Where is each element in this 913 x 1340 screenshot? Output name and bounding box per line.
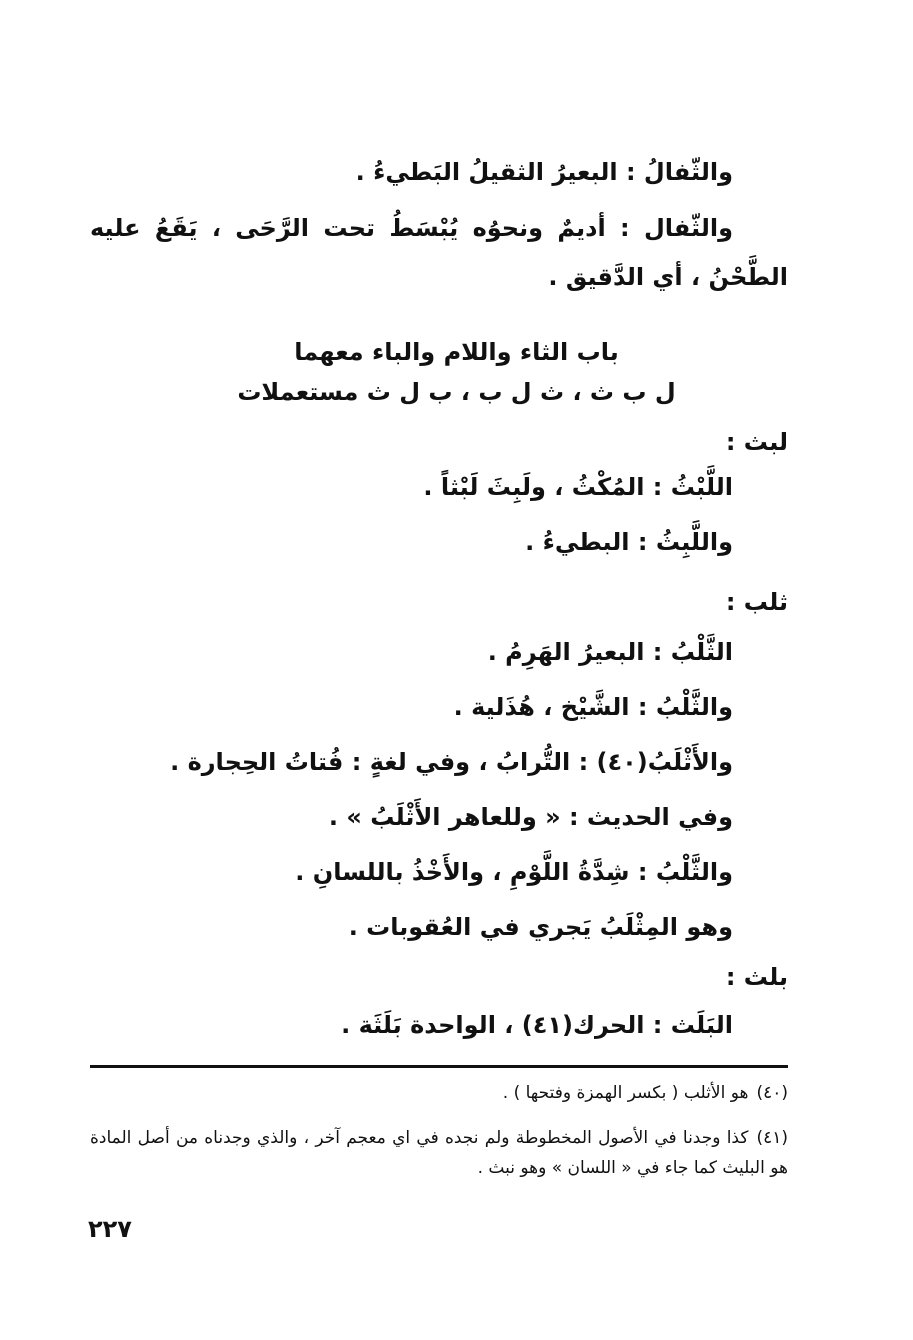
entry-line: والأَثْلَبُ(٤٠) : التُّرابُ ، وفي لغةٍ : فُتاتُ الحِجارة . — [170, 748, 733, 776]
section-title: باب الثاء واللام والباء معهما — [294, 338, 619, 366]
footnote-number: (٤٠) — [756, 1083, 788, 1103]
entry-line: والثَّلْبُ : الشَّيْخ ، هُذَلية . — [453, 693, 733, 721]
entry-line: واللَّبِثُ : البطيءُ . — [525, 528, 733, 556]
entry-line: والثَّلْبُ : شِدَّةُ اللَّوْمِ ، والأَخْذُ باللسانِ . — [295, 858, 733, 886]
section-subtitle: ل ب ث ، ث ل ب ، ب ل ث مستعملات — [237, 378, 676, 406]
footnote-number: (٤١) — [756, 1128, 788, 1148]
footnote-divider — [90, 1065, 788, 1068]
entry-head-thlb: ثلب : — [725, 588, 788, 616]
entry-head-blth: بلث : — [725, 963, 788, 991]
footnote-41 — [90, 1123, 788, 1183]
entry-line: وفي الحديث : « وللعاهر الأَثْلَبُ » . — [328, 803, 733, 831]
entry-line: الثَّلْبُ : البعيرُ الهَرِمُ . — [487, 638, 733, 666]
text-line-3: الطَّحْنُ ، أي الدَّقيق . — [548, 263, 788, 291]
text-line-2: والثّفال : أديمٌ ونحوُه يُبْسَطُ تحت الرَّحَى ، يَقَعُ عليه — [90, 214, 733, 242]
entry-line: البَلَث : الحرك(٤١) ، الواحدة بَلَثَة . — [341, 1011, 733, 1039]
page-number: ٢٢٧ — [88, 1215, 132, 1243]
footnote-40 — [90, 1078, 788, 1108]
footnote-text: هو الأثلب ( بكسر الهمزة وفتحها ) . — [502, 1083, 749, 1103]
text-line-1: والثّفالُ : البعيرُ الثقيلُ البَطيءُ . — [355, 158, 733, 186]
entry-head-lbth: لبث : — [725, 428, 788, 456]
entry-line: اللَّبْثُ : المُكْثُ ، ولَبِثَ لَبْثاً . — [423, 473, 733, 501]
footnote-text: كذا وجدنا في الأصول المخطوطة ولم نجده في اي معجم آخر ، والذي وجدناه من أصل المادة هو البليث كما جاء في « اللسان » وهو نبث . — [90, 1128, 788, 1178]
entry-line: وهو المِثْلَبُ يَجري في العُقوبات . — [348, 913, 733, 941]
